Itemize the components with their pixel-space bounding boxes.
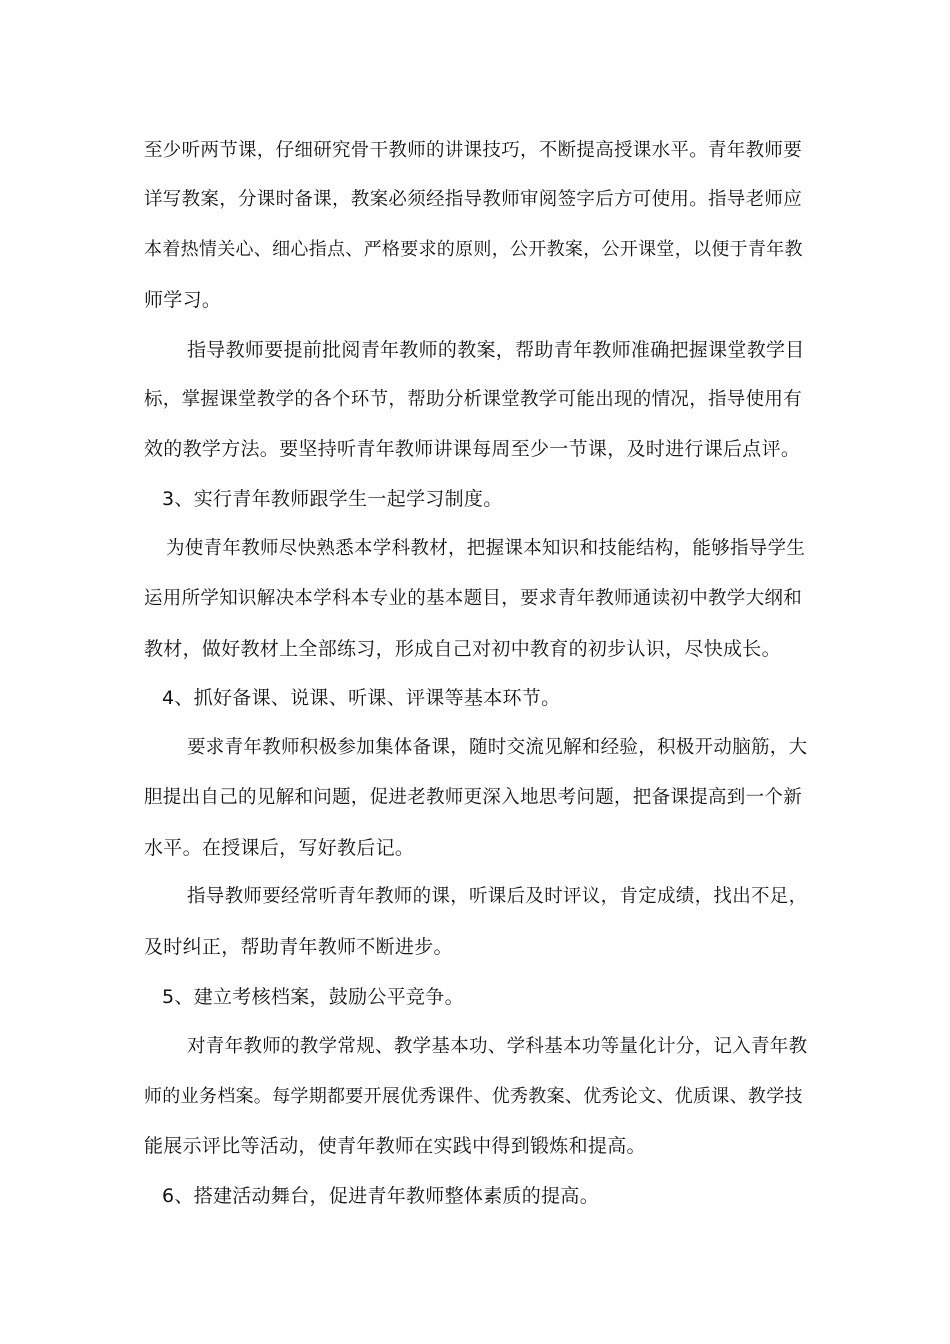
text-line: 标，掌握课堂教学的各个环节，帮助分析课堂教学可能出现的情况，指导使用有: [144, 389, 803, 410]
paragraph-first-line: 对青年教师的教学常规、教学基本功、学科基本功等量化计分，记入青年教: [187, 1036, 808, 1057]
text-line: 师的业务档案。每学期都要开展优秀课件、优秀教案、优秀论文、优质课、教学技: [144, 1086, 803, 1107]
text-line: 效的教学方法。要坚持听青年教师讲课每周至少一节课，及时进行课后点评。: [144, 438, 801, 460]
paragraph-first-line: 指导教师要经常听青年教师的课，听课后及时评议，肯定成绩，找出不足，: [187, 886, 808, 907]
text-line: 胆提出自己的见解和问题，促进老教师更深入地思考问题，把备课提高到一个新: [144, 787, 803, 808]
paragraph-first-line: 指导教师要提前批阅青年教师的教案，帮助青年教师准确把握课堂教学目: [187, 339, 805, 361]
text-line: 教材，做好教材上全部练习，形成自己对初中教育的初步认识，尽快成长。: [144, 638, 781, 660]
text-line: 水平。在授课后，写好教后记。: [144, 837, 415, 859]
text-line: 师学习。: [144, 289, 222, 311]
text-line: 详写教案，分课时备课，教案必须经指导教师审阅签字后方可使用。指导老师应: [144, 189, 803, 210]
section-heading: 4、抓好备课、说课、听课、评课等基本环节。: [162, 687, 561, 709]
text-line: 及时纠正，帮助青年教师不断进步。: [144, 936, 453, 958]
text-line: 本着热情关心、细心指点、严格要求的原则，公开教案，公开课堂，以便于青年教: [144, 239, 803, 260]
text-line: 能展示评比等活动，使青年教师在实践中得到锻炼和提高。: [144, 1135, 646, 1157]
paragraph-first-line: 为使青年教师尽快熟悉本学科教材，把握课本知识和技能结构，能够指导学生: [166, 538, 806, 559]
text-line: 至少听两节课，仔细研究骨干教师的讲课技巧，不断提高授课水平。青年教师要: [144, 140, 803, 161]
section-heading: 3、实行青年教师跟学生一起学习制度。: [162, 488, 503, 510]
paragraph-first-line: 要求青年教师积极参加集体备课，随时交流见解和经验，积极开动脑筋，大: [187, 737, 808, 758]
text-line: 运用所学知识解决本学科本专业的基本题目，要求青年教师通读初中教学大纲和: [144, 588, 803, 609]
section-heading: 5、建立考核档案，鼓励公平竞争。: [162, 986, 464, 1008]
section-heading: 6、搭建活动舞台，促进青年教师整体素质的提高。: [162, 1185, 599, 1207]
